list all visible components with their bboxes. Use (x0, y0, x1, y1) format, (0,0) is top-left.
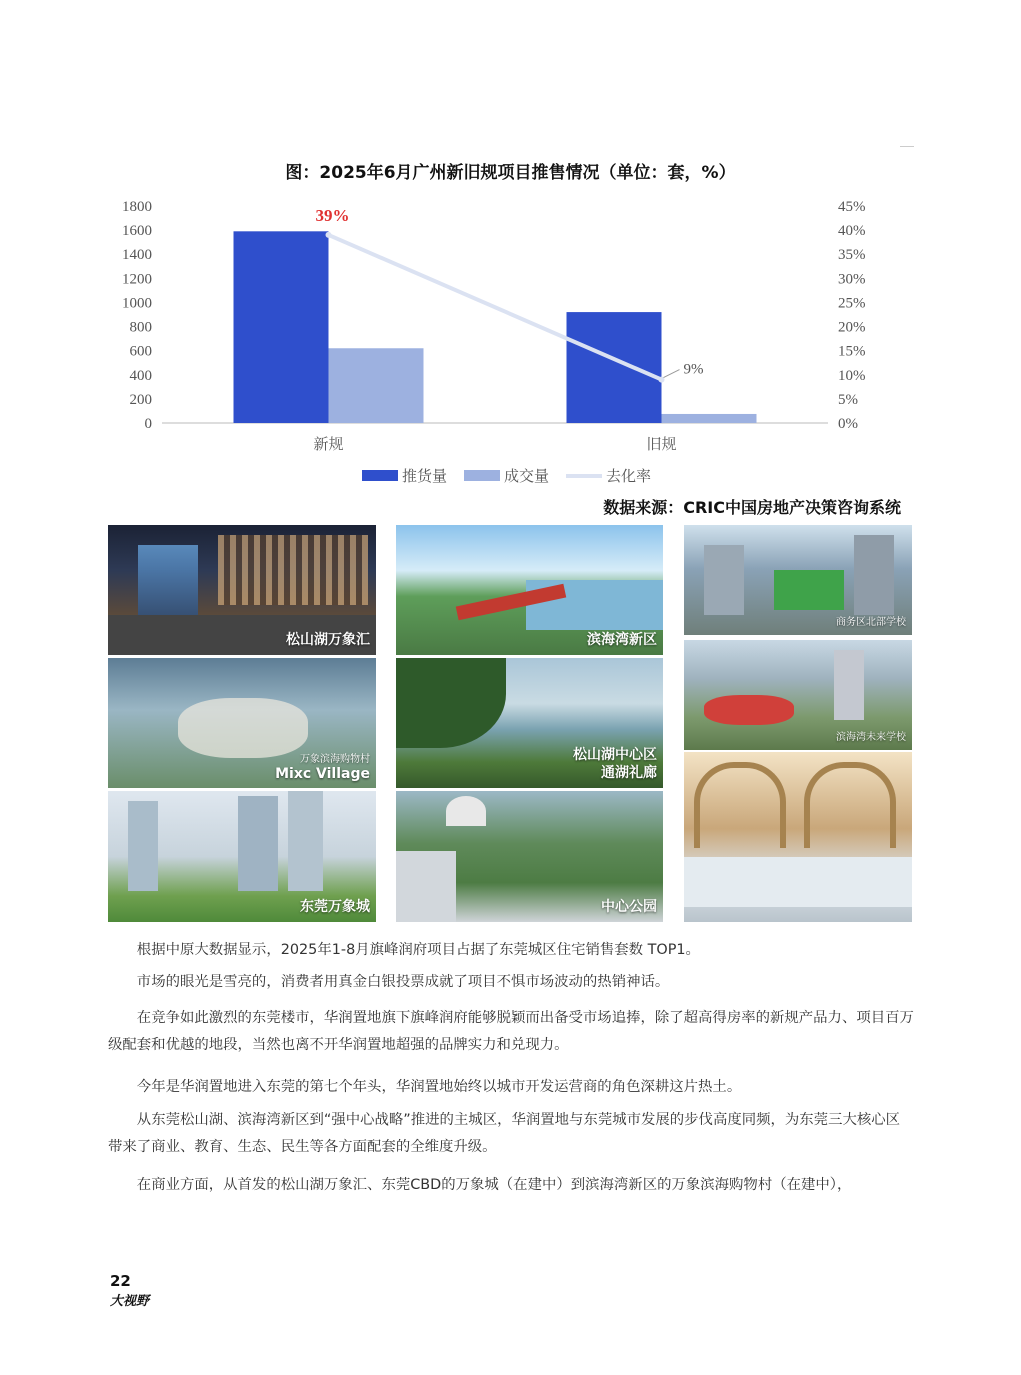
paragraph-4: 今年是华润置地进入东莞的第七个年头，华润置地始终以城市开发运营商的角色深耕这片热土。 (136, 1079, 742, 1095)
x-axis-tick: 旧规 (646, 437, 677, 453)
chart-title: 图：2025年6月广州新旧规项目推售情况（单位：套，%） (285, 163, 736, 183)
caption-mixc-village-cn: 万象滨海购物村 (300, 754, 370, 765)
caption-dongguan-wanxiangcheng: 东莞万象城 (300, 899, 370, 915)
photo-songshanhu-center (396, 658, 663, 788)
data-label-leader (664, 370, 680, 378)
photo-dongguan-wanxiangcheng (108, 791, 376, 922)
photo-school-gate (684, 752, 912, 922)
corner-mark (900, 146, 914, 147)
source-note: 数据来源：CRIC中国房地产决策咨询系统 (603, 498, 901, 517)
left-axis-tick: 600 (129, 343, 152, 360)
left-axis-tick: 1400 (122, 247, 152, 264)
line-point (326, 232, 332, 238)
legend-label: 去化率 (606, 467, 652, 485)
data-label-old: 9% (683, 361, 704, 378)
caption-songshanhu-center-line1: 松山湖中心区 (573, 747, 657, 763)
data-label-new: 39% (315, 205, 350, 225)
photo-binhaiwan-xinqu (396, 525, 663, 655)
bar-推货量-新规 (234, 231, 329, 423)
paragraph-6: 在商业方面，从首发的松山湖万象汇、东莞CBD的万象城（在建中）到滨海湾新区的万象滨海购物村（在建中）， (136, 1177, 852, 1193)
left-axis-tick: 1800 (122, 199, 152, 215)
right-axis-tick: 10% (838, 367, 866, 384)
caption-binhaiwan-future-school: 滨海湾未来学校 (836, 732, 906, 743)
left-axis-tick: 1000 (122, 295, 152, 312)
right-axis-tick: 0% (838, 416, 858, 432)
right-axis-tick: 45% (838, 199, 866, 215)
paragraph-3: 在竞争如此激烈的东莞楼市，华润置地旗下旗峰润府能够脱颖而出备受市场追捧，除了超高得房率的新规产品力、项目百万级配套和优越的地段，当然也离不开华润置地超强的品牌实力和兑现力。 (108, 1010, 914, 1053)
caption-binhaiwan-xinqu: 滨海湾新区 (587, 632, 657, 648)
photo-binhaiwan-future-school (684, 640, 912, 750)
right-axis-tick: 5% (838, 391, 858, 408)
photo-songshanhu-wanxianghui (108, 525, 376, 655)
left-axis-tick: 800 (129, 319, 152, 336)
legend-label: 成交量 (504, 467, 550, 485)
paragraph-2: 市场的眼光是雪亮的，消费者用真金白银投票成就了项目不惧市场波动的热销神话。 (136, 974, 670, 990)
left-axis-tick: 0 (144, 416, 152, 432)
paragraph-5: 从东莞松山湖、滨海湾新区到“强中心战略”推进的主城区，华润置地与东莞城市发展的步伐高度同频，为东莞三大核心区带来了商业、教育、生态、民生等各方面配套的全维度升级。 (108, 1112, 901, 1155)
paragraph-1: 根据中原大数据显示，2025年1-8月旗峰润府项目占据了东莞城区住宅销售套数 TOP1。 (136, 942, 700, 958)
caption-songshanhu-center (573, 746, 657, 782)
legend-swatch-推货量 (362, 470, 398, 481)
magazine-logo: 大视野 (110, 1294, 150, 1309)
page-number: 22 (110, 1272, 131, 1290)
caption-mixc-village-en: Mixc Village (275, 766, 370, 782)
bar-推货量-旧规 (567, 312, 662, 423)
legend-label: 推货量 (402, 467, 448, 485)
bar-成交量-旧规 (662, 414, 757, 423)
caption-shangwuqu-beibu-school: 商务区北部学校 (836, 617, 906, 628)
photo-shangwuqu-beibu-school (684, 525, 912, 635)
right-axis-tick: 35% (838, 247, 866, 264)
x-axis-tick: 新规 (313, 437, 344, 453)
photo-central-park (396, 791, 663, 922)
right-axis-tick: 25% (838, 295, 866, 312)
right-axis-tick: 20% (838, 319, 866, 336)
caption-songshanhu-wanxianghui: 松山湖万象汇 (286, 632, 370, 648)
left-axis-tick: 1600 (122, 223, 152, 240)
caption-central-park: 中心公园 (601, 899, 657, 915)
chart (100, 190, 900, 495)
left-axis-tick: 1200 (122, 271, 152, 288)
legend-swatch-成交量 (464, 470, 500, 481)
left-axis-tick: 400 (129, 367, 152, 384)
photo-mixc-village (108, 658, 376, 788)
right-axis-tick: 15% (838, 343, 866, 360)
right-axis-tick: 40% (838, 223, 866, 240)
right-axis-tick: 30% (838, 271, 866, 288)
caption-songshanhu-center-line2: 通湖礼廊 (601, 765, 657, 781)
left-axis-tick: 200 (129, 391, 152, 408)
bar-成交量-新规 (329, 348, 424, 423)
